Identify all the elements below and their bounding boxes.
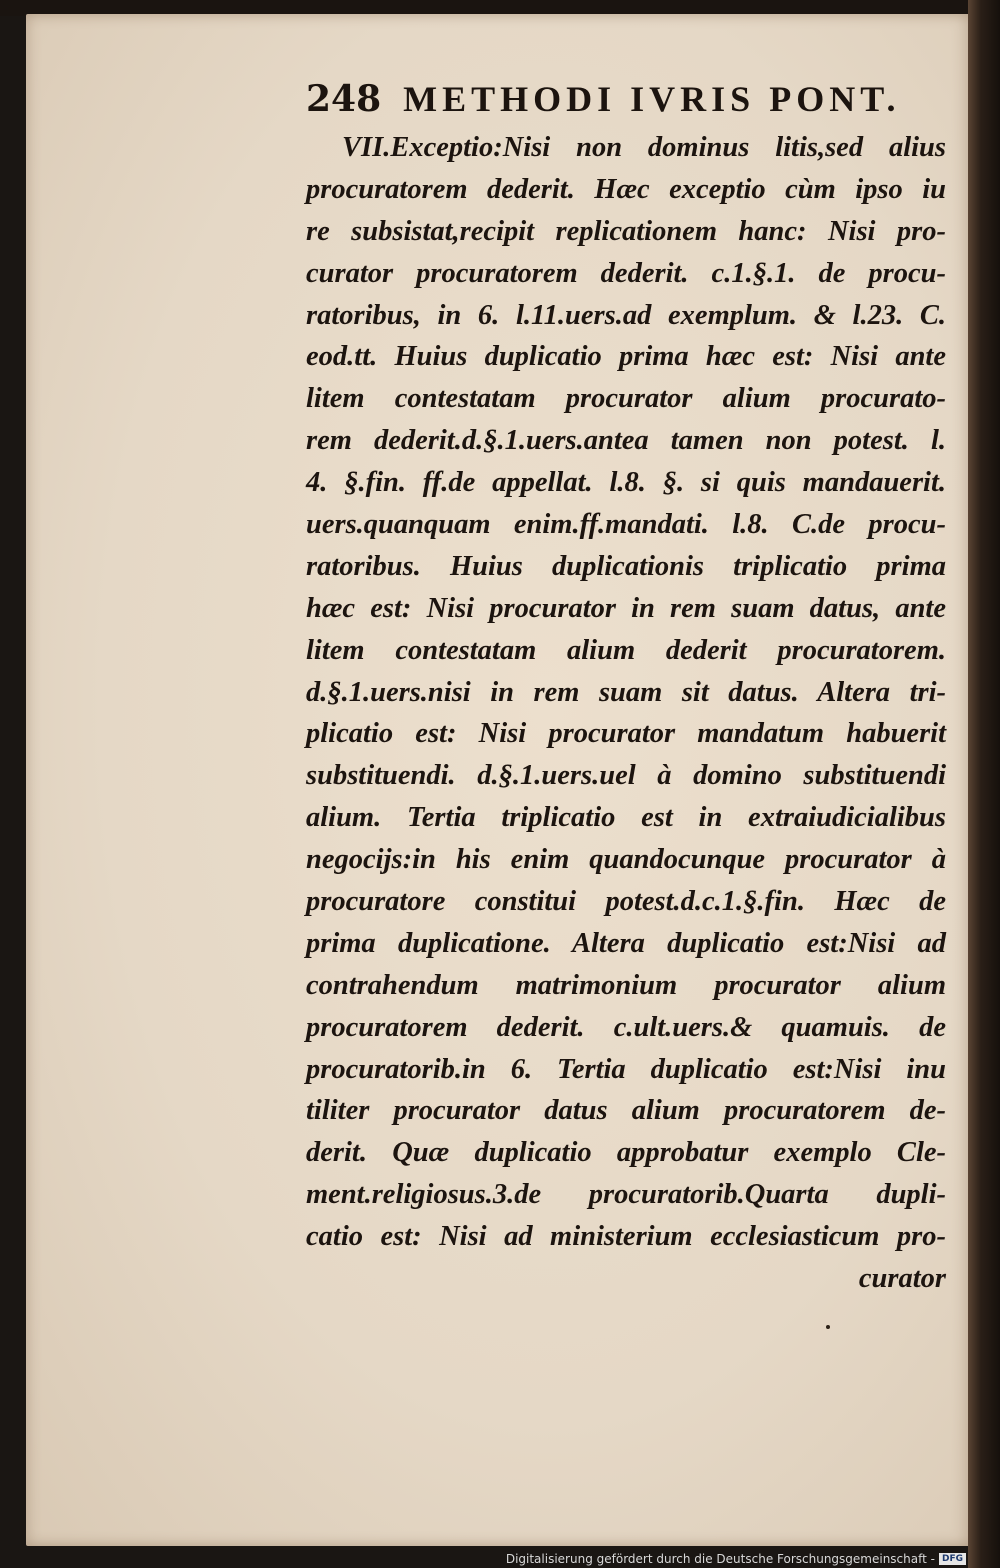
running-title: METHODI IVRIS PONT. xyxy=(403,79,901,119)
page-header xyxy=(306,78,906,128)
text-line: d.§.1.uers.nisi in rem suam sit datus. Altera tri- xyxy=(306,676,946,708)
text-line: procuratorem dederit. c.ult.uers.& quamuis. de xyxy=(306,1011,946,1043)
text-line: litem contestatam alium dederit procuratorem. xyxy=(306,634,946,666)
body-text xyxy=(306,127,946,1300)
text-line: catio est: Nisi ad ministerium ecclesiasticum pro- xyxy=(306,1221,946,1253)
text-line: 4. §.fin. ff.de appellat. l.8. §. si quis mandauerit. xyxy=(306,467,946,499)
text-line: VII.Exceptio:Nisi non dominus litis,sed alius xyxy=(342,132,946,163)
page-number: 248 xyxy=(306,78,382,120)
text-line: re subsistat,recipit replicationem hanc: Nisi pro- xyxy=(306,215,946,247)
text-line: ment.religiosus.3.de procuratorib.Quarta dupli- xyxy=(306,1179,946,1211)
text-line: procuratorib.in 6. Tertia duplicatio est:Nisi inu xyxy=(306,1053,946,1085)
text-line: tiliter procurator datus alium procuratorem de- xyxy=(306,1095,946,1127)
text-line: hæc est: Nisi procurator in rem suam datus, ante xyxy=(306,592,946,624)
text-line: derit. Quæ duplicatio approbatur exemplo Cle- xyxy=(306,1137,946,1169)
text-line: rem dederit.d.§.1.uers.antea tamen non potest. l. xyxy=(306,425,946,457)
book-edge-right xyxy=(968,0,1000,1568)
text-line: eod.tt. Huius duplicatio prima hæc est: Nisi ante xyxy=(306,341,946,373)
text-line: procuratore constitui potest.d.c.1.§.fin. Hæc de xyxy=(306,886,946,918)
ink-speck xyxy=(826,1325,830,1329)
text-line: substituendi. d.§.1.uers.uel à domino substituendi xyxy=(306,760,946,792)
text-line: alium. Tertia triplicatio est in extraiudicialibus xyxy=(306,802,946,834)
digitization-credit xyxy=(506,1550,966,1568)
text-line: contrahendum matrimonium procurator alium xyxy=(306,969,946,1001)
text-line: curator procuratorem dederit. c.1.§.1. de procu- xyxy=(306,257,946,289)
dfg-logo: DFG xyxy=(939,1553,966,1565)
text-line: negocijs:in his enim quandocunque procurator à xyxy=(306,844,946,876)
text-line: litem contestatam procurator alium procurato- xyxy=(306,383,946,415)
text-line: ratoribus, in 6. l.11.uers.ad exemplum. & l.23. C. xyxy=(306,299,946,331)
credit-text: Digitalisierung gefördert durch die Deutsche Forschungsgemeinschaft - xyxy=(505,1552,935,1566)
text-line: uers.quanquam enim.ff.mandati. l.8. C.de procu- xyxy=(306,509,946,541)
text-line: procuratorem dederit. Hæc exceptio cùm ipso iu xyxy=(306,173,946,205)
catchword: curator xyxy=(858,1263,946,1295)
text-line: ratoribus. Huius duplicationis triplicatio prima xyxy=(306,550,946,582)
text-line: plicatio est: Nisi procurator mandatum habuerit xyxy=(306,718,946,750)
text-line: prima duplicatione. Altera duplicatio est:Nisi ad xyxy=(306,927,946,959)
